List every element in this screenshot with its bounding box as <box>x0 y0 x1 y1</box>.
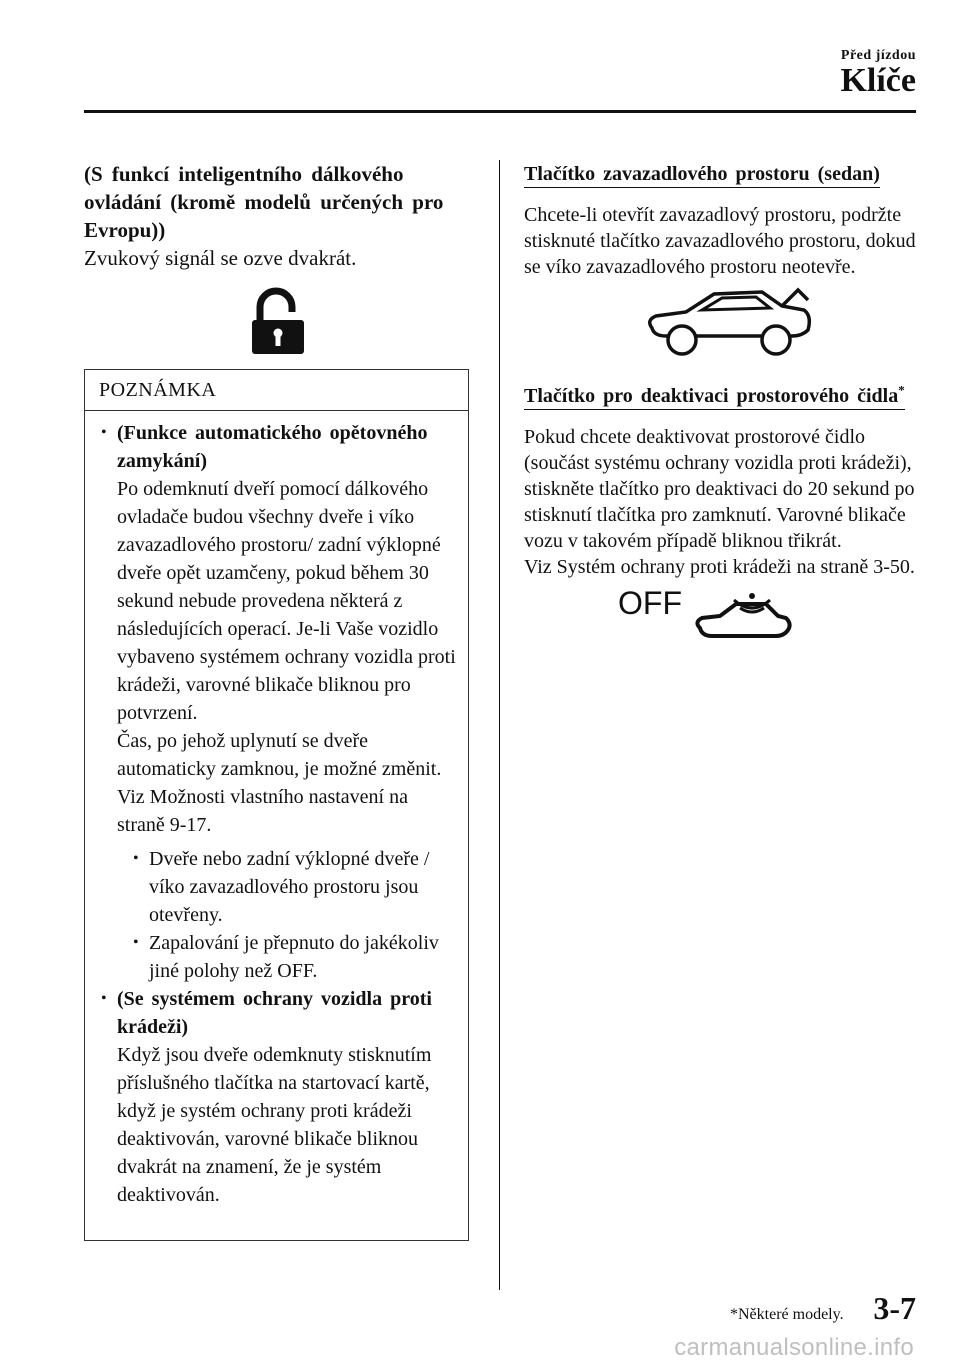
sensor-button-heading: Tlačítko pro deaktivaci prostorového čidla* <box>524 376 916 410</box>
right-column <box>524 160 916 652</box>
svg-text:OFF: OFF <box>618 585 682 621</box>
watermark: carmanualsonline.info <box>674 1334 914 1361</box>
left-column <box>84 160 470 356</box>
bullet-icon: • <box>133 934 139 951</box>
column-divider <box>499 160 500 1290</box>
note-subitem <box>133 929 458 985</box>
note-title: POZNÁMKA <box>85 370 468 411</box>
note-item-heading: (Se systémem ochrany vozidla proti krádeži) <box>117 988 432 1038</box>
note-item <box>101 985 458 1209</box>
footnote: *Některé modely. <box>730 1306 844 1323</box>
note-item-heading: (Funkce automatického opětovného zamykání) <box>117 422 428 472</box>
note-item-text: Viz Možnosti vlastního nastavení na straně 9-17. <box>117 786 408 836</box>
note-subitem-text: Dveře nebo zadní výklopné dveře / víko zavazadlového prostoru jsou otevřeny. <box>149 848 430 926</box>
note-item <box>101 419 458 985</box>
note-item-text: Čas, po jehož uplynutí se dveře automaticky zamknou, je možné změnit. <box>117 730 442 780</box>
sensor-button-text: Pokud chcete deaktivovat prostorové čidlo (součást systému ochrany vozidla proti krádeži), stiskněte tlačítko pro deaktivaci do 20 sekund po stisknutí tlačítka pro zamknutí. Varovné blikače vozu v takovém případě bliknou třikrát. <box>524 425 915 552</box>
sensor-off-car-icon <box>616 586 792 652</box>
trunk-button-text: Chcete-li otevřít zavazadlový prostoru, podržte stisknuté tlačítko zavazadlového prostoru, dokud se víko zavazadlového prostoru neotevře. <box>524 204 916 278</box>
bullet-icon: • <box>101 424 107 441</box>
note-box <box>84 369 469 1241</box>
note-subitem <box>133 845 458 929</box>
trunk-open-car-icon <box>642 286 814 356</box>
header-divider <box>84 110 916 113</box>
intelligent-key-heading: (S funkcí inteligentního dálkového ovládání (kromě modelů určených pro Evropu)) <box>84 162 444 242</box>
beep-text: Zvukový signál se ozve dvakrát. <box>84 246 357 270</box>
note-subitem-text: Zapalování je přepnuto do jakékoliv jiné polohy než OFF. <box>149 932 439 982</box>
note-sublist <box>117 845 458 985</box>
section-title: Před jízdou <box>840 48 916 63</box>
bullet-icon: • <box>101 990 107 1007</box>
unlock-icon <box>250 286 306 356</box>
trunk-button-heading: Tlačítko zavazadlového prostoru (sedan) <box>524 160 916 188</box>
note-body <box>85 411 468 1209</box>
bullet-icon: • <box>133 850 139 867</box>
page-title: Klíče <box>840 62 916 99</box>
note-item-text: Když jsou dveře odemknuty stisknutím příslušného tlačítka na startovací kartě, když je systém ochrany proti krádeži deaktivován, varovné blikače bliknou dvakrát na znamení, že je systém deaktivován. <box>117 1044 432 1206</box>
note-item-text: Po odemknutí dveří pomocí dálkového ovladače budou všechny dveře i víko zavazadlového prostoru/ zadní výklopné dveře opět uzamčeny, pokud během 30 sekund nebude provedena některá z následujících operací. Je-li Vaše vozidlo vybaveno systémem ochrany vozidla proti krádeži, varovné blikače bliknou pro potvrzení. <box>117 478 456 724</box>
page-number: 3-7 <box>873 1290 916 1326</box>
sensor-reference-text: Viz Systém ochrany proti krádeži na straně 3-50. <box>524 555 915 578</box>
